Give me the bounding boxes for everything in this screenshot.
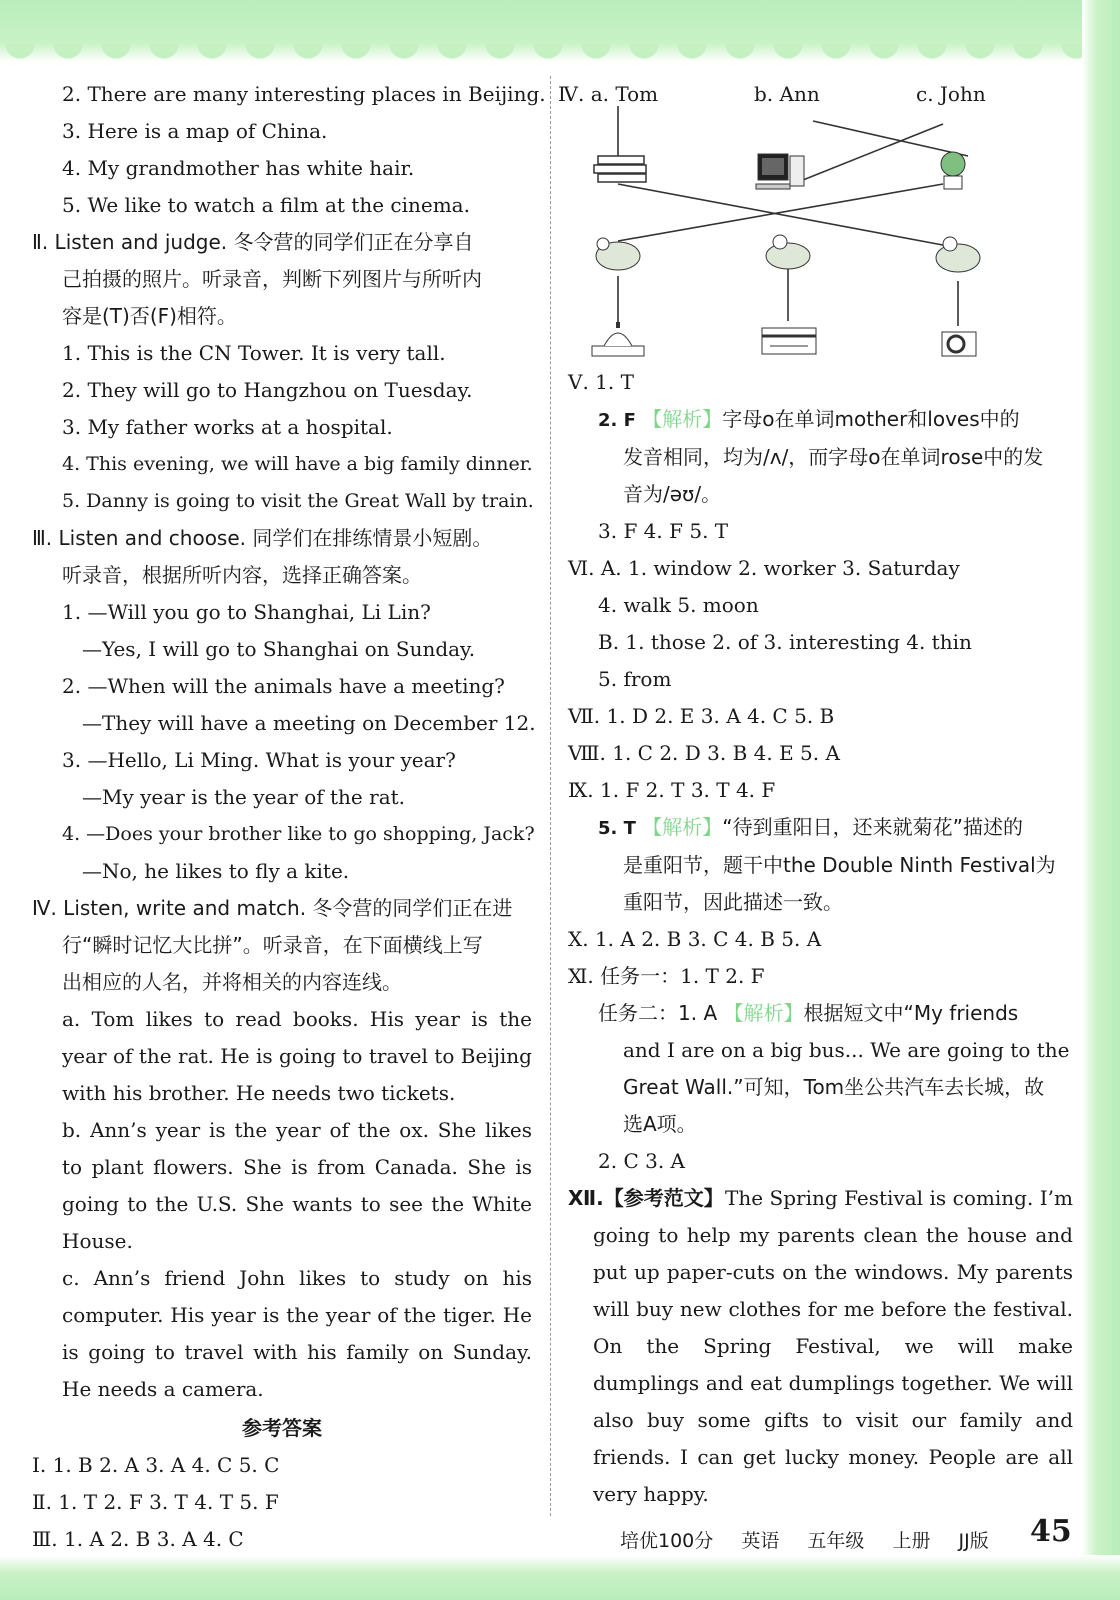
ans-12-label: Ⅻ.【参考范文】 bbox=[568, 1186, 724, 1210]
ans-5-2-line3: 音为/əʊ/。 bbox=[623, 482, 722, 506]
right-decorative-border bbox=[1082, 0, 1120, 1600]
listen-item-4: 4. My grandmother has white hair. bbox=[62, 156, 415, 180]
left-column bbox=[32, 76, 546, 1558]
ans-5-2-line2: 发音相同，均为/ʌ/，而字母o在单词rose中的发 bbox=[623, 445, 1044, 469]
ans-11-task2-line1 bbox=[568, 995, 1073, 1032]
footer-term: 上册 bbox=[892, 1530, 931, 1552]
matching-diagram bbox=[558, 76, 1073, 364]
column-divider bbox=[550, 76, 551, 1516]
section-4-title-a: Ⅳ. Listen, write and match. 冬令营的同学们正在进 bbox=[32, 896, 513, 920]
section-3-q1: 1. —Will you go to Shanghai, Li Lin? bbox=[62, 600, 431, 624]
ans-5-3-5: 3. F 4. F 5. T bbox=[598, 519, 729, 543]
footer-grade: 五年级 bbox=[807, 1530, 865, 1552]
ans-6-b2: 5. from bbox=[598, 667, 672, 691]
section-3-a1: —Yes, I will go to Shanghai on Sunday. bbox=[82, 637, 476, 661]
ans-11-task1: Ⅺ. 任务一：1. T 2. F bbox=[568, 964, 765, 988]
section-2-item-2: 2. They will go to Hangzhou on Tuesday. bbox=[62, 378, 473, 402]
ans-9-5-line2: 是重阳节，题干中the Double Ninth Festival为 bbox=[623, 853, 1056, 877]
footer-edition: JJ版 bbox=[958, 1530, 989, 1552]
ans-8: Ⅷ. 1. C 2. D 3. B 4. E 5. A bbox=[568, 741, 840, 765]
section-2-item-3: 3. My father works at a hospital. bbox=[62, 415, 393, 439]
answers-title: 参考答案 bbox=[242, 1416, 322, 1440]
section-4-title-c: 出相应的人名，并将相关的内容连线。 bbox=[62, 970, 402, 994]
section-3-a3: —My year is the year of the rat. bbox=[82, 785, 406, 809]
page-footer bbox=[620, 1526, 1011, 1553]
ans-9: Ⅸ. 1. F 2. T 3. T 4. F bbox=[568, 778, 776, 802]
ans-11-task2-number: 任务二：1. A bbox=[598, 1001, 718, 1025]
listen-item-3: 3. Here is a map of China. bbox=[62, 119, 328, 143]
ans-5-2-text: 字母o在单词mother和loves中的 bbox=[722, 407, 1020, 431]
section-3-a2: —They will have a meeting on December 12. bbox=[82, 711, 536, 735]
ans-5-2-line1 bbox=[568, 401, 1073, 439]
page-number: 45 bbox=[1030, 1514, 1072, 1549]
rat-icon bbox=[766, 235, 810, 269]
camera-icon bbox=[942, 332, 976, 356]
tiger-icon bbox=[936, 237, 980, 272]
tickets-icon bbox=[762, 328, 816, 354]
answers-section-3: Ⅲ. 1. A 2. B 3. A 4. C bbox=[32, 1527, 244, 1551]
computer-icon bbox=[756, 154, 804, 189]
analysis-tag: 【解析】 bbox=[642, 407, 723, 431]
ans-6-a2: 4. walk 5. moon bbox=[598, 593, 759, 617]
analysis-tag: 【解析】 bbox=[723, 1001, 804, 1025]
section-2-title-a: Ⅱ. Listen and judge. 冬令营的同学们正在分享自 bbox=[32, 230, 474, 254]
ans-9-5-line1 bbox=[568, 809, 1073, 847]
match-label-ann: b. Ann bbox=[754, 82, 820, 106]
section-4-text-c: c. Ann’s friend John likes to study on his computer. His year is the year of the tiger. He is going to travel with his family on Sunday. He needs a camera. bbox=[62, 1266, 532, 1401]
books-icon bbox=[594, 156, 646, 182]
section-4-text-a: a. Tom likes to read books. His year is the year of the rat. He is going to travel to Beijing with his brother. He needs two tickets. bbox=[62, 1007, 532, 1105]
section-3-a4: —No, he likes to fly a kite. bbox=[82, 859, 350, 883]
match-label-tom: Ⅳ. a. Tom bbox=[558, 82, 659, 106]
listen-item-2: 2. There are many interesting places in Beijing. bbox=[62, 82, 546, 106]
top-decorative-border bbox=[0, 0, 1120, 62]
ans-10: Ⅹ. 1. A 2. B 3. C 4. B 5. A bbox=[568, 927, 822, 951]
answers-section-1: Ⅰ. 1. B 2. A 3. A 4. C 5. C bbox=[32, 1453, 280, 1477]
section-2-item-4: 4. This evening, we will have a big family dinner. bbox=[62, 453, 533, 475]
ans-5-2-number: 2. F bbox=[598, 410, 636, 431]
footer-book: 培优100分 bbox=[620, 1530, 714, 1552]
line-ann-flowers bbox=[813, 121, 968, 156]
ans-12-essay: The Spring Festival is coming. I’m going to help my parents clean the house and put up paper-cuts on the windows. My parents will buy new clothes for me before the festival. On the Spring Festival, we will make dumplings and eat dumplings together. We will also buy some gifts to visit our family and friends. I can get lucky money. People are all very happy. bbox=[593, 1186, 1073, 1506]
section-3-q3: 3. —Hello, Li Ming. What is your year? bbox=[62, 748, 456, 772]
section-2-item-5: 5. Danny is going to visit the Great Wall by train. bbox=[62, 490, 534, 512]
section-3-q2: 2. —When will the animals have a meeting? bbox=[62, 674, 505, 698]
potted-flowers-icon bbox=[941, 152, 965, 189]
ans-9-5-number: 5. T bbox=[598, 818, 636, 839]
matching-lines bbox=[558, 76, 1018, 364]
ox-icon bbox=[596, 238, 640, 270]
section-2-item-1: 1. This is the CN Tower. It is very tall. bbox=[62, 341, 446, 365]
ans-6-b1: B. 1. those 2. of 3. interesting 4. thin bbox=[598, 630, 972, 654]
section-4-text-b: b. Ann’s year is the year of the ox. She likes to plant flowers. She is from Canada. She is going to the U.S. She wants to see the White House. bbox=[62, 1118, 532, 1253]
ans-11-task2-rest: 2. C 3. A bbox=[598, 1149, 685, 1173]
ans-5-1: Ⅴ. 1. T bbox=[568, 370, 634, 394]
section-2-title-b: 己拍摄的照片。听录音，判断下列图片与所听内 bbox=[62, 267, 482, 291]
analysis-tag: 【解析】 bbox=[642, 815, 723, 839]
section-3-q4: 4. —Does your brother like to go shopping, Jack? bbox=[62, 823, 535, 845]
ans-7: Ⅶ. 1. D 2. E 3. A 4. C 5. B bbox=[568, 704, 835, 728]
right-column bbox=[558, 76, 1073, 1513]
section-4-title-b: 行“瞬时记忆大比拼”。听录音，在下面横线上写 bbox=[62, 933, 483, 957]
white-house-icon bbox=[592, 322, 644, 356]
listen-item-5: 5. We like to watch a film at the cinema. bbox=[62, 193, 470, 217]
footer-subject: 英语 bbox=[741, 1530, 780, 1552]
bottom-decorative-border bbox=[0, 1555, 1120, 1600]
answers-section-2: Ⅱ. 1. T 2. F 3. T 4. T 5. F bbox=[32, 1490, 279, 1514]
ans-11-task2-line4: 选A项。 bbox=[623, 1112, 697, 1136]
section-2-title-c: 容是(T)否(F)相符。 bbox=[62, 304, 237, 328]
ans-11-task2-line3: Great Wall.”可知，Tom坐公共汽车去长城，故 bbox=[623, 1075, 1045, 1099]
ans-11-task2-line2: and I are on a big bus... We are going to the bbox=[623, 1038, 1070, 1062]
section-3-title-a: Ⅲ. Listen and choose. 同学们在排练情景小短剧。 bbox=[32, 526, 493, 550]
ans-9-5-text: “待到重阳日，还来就菊花”描述的 bbox=[722, 815, 1024, 839]
ans-11-task2-text: 根据短文中“My friends bbox=[803, 1001, 1019, 1025]
ans-9-5-line3: 重阳节，因此描述一致。 bbox=[623, 890, 843, 914]
section-3-title-b: 听录音，根据所听内容，选择正确答案。 bbox=[62, 563, 422, 587]
match-label-john: c. John bbox=[916, 82, 986, 106]
ans-6-a1: Ⅵ. A. 1. window 2. worker 3. Saturday bbox=[568, 556, 960, 580]
